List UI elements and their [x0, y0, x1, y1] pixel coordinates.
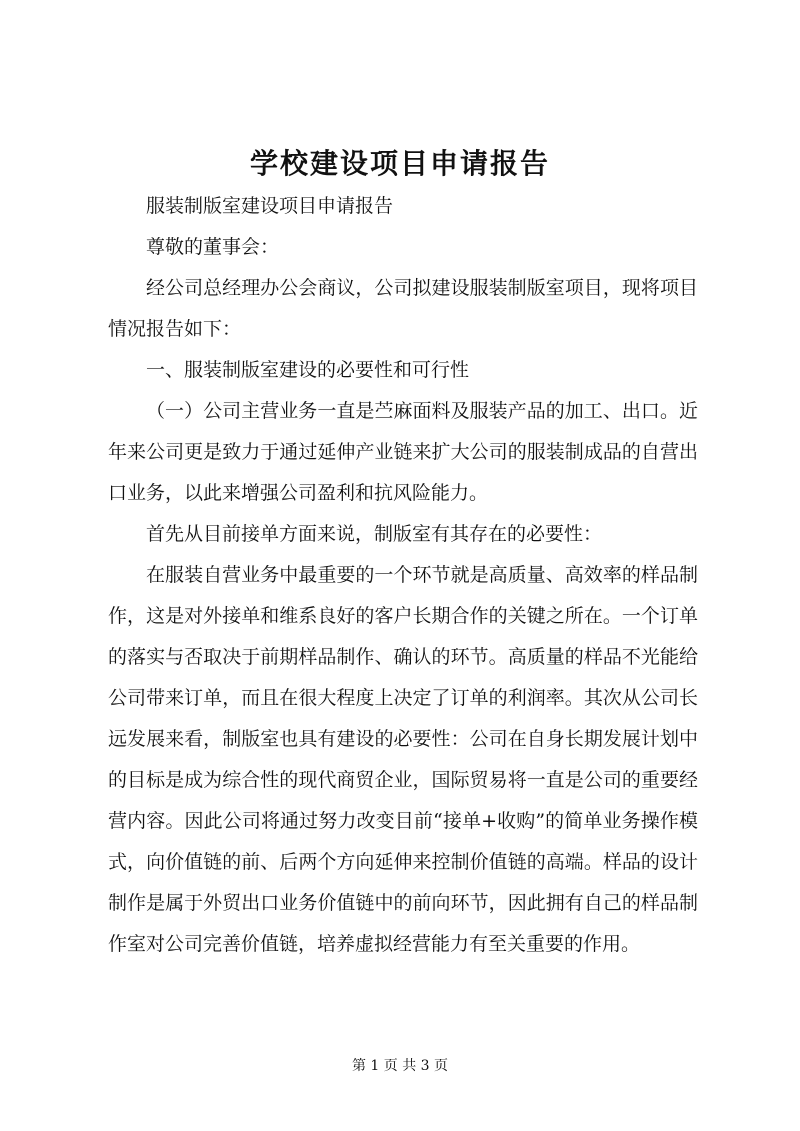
paragraph-necessity: 首先从目前接单方面来说，制版室有其存在的必要性：	[146, 523, 603, 545]
paragraph-business: （一）公司主营业务一直是苎麻面料及服装产品的加工、出口。近年来公司更是致力于通过延伸产业链来扩大公司的服装制成品的自营出口业务，以此来增强公司盈利和抗风险能力。	[108, 400, 698, 504]
paragraph-subject: 服装制版室建设项目申请报告	[146, 195, 394, 217]
paragraph-salutation: 尊敬的董事会：	[146, 236, 280, 258]
document-body	[108, 186, 698, 965]
paragraph-intro: 经公司总经理办公会商议，公司拟建设服装制版室项目，现将项目情况报告如下：	[108, 277, 698, 340]
document-title: 学校建设项目申请报告	[249, 147, 550, 180]
paragraph-details: 在服装自营业务中最重要的一个环节就是高质量、高效率的样品制作，这是对外接单和维系良好的客户长期合作的关键之所在。一个订单的落实与否取决于前期样品制作、确认的环节。高质量的样品不光能给公司带来订单，而且在很大程度上决定了订单的利润率。其次从公司长远发展来看，制版室也具有建设的必要性：公司在自身长期发展计划中的目标是成为综合性的现代商贸企业，国际贸易将一直是公司的重要经营内容。因此公司将通过努力改变目前“接单+收购”的简单业务操作模式，向价值链的前、后两个方向延伸来控制价值链的高端。样品的设计制作是属于外贸出口业务价值链中的前向环节，因此拥有自己的样品制作室对公司完善价值链，培养虚拟经营能力有至关重要的作用。	[108, 564, 698, 955]
page-footer: 第 1 页 共 3 页	[351, 1058, 449, 1074]
section-heading: 一、服装制版室建设的必要性和可行性	[146, 359, 470, 381]
